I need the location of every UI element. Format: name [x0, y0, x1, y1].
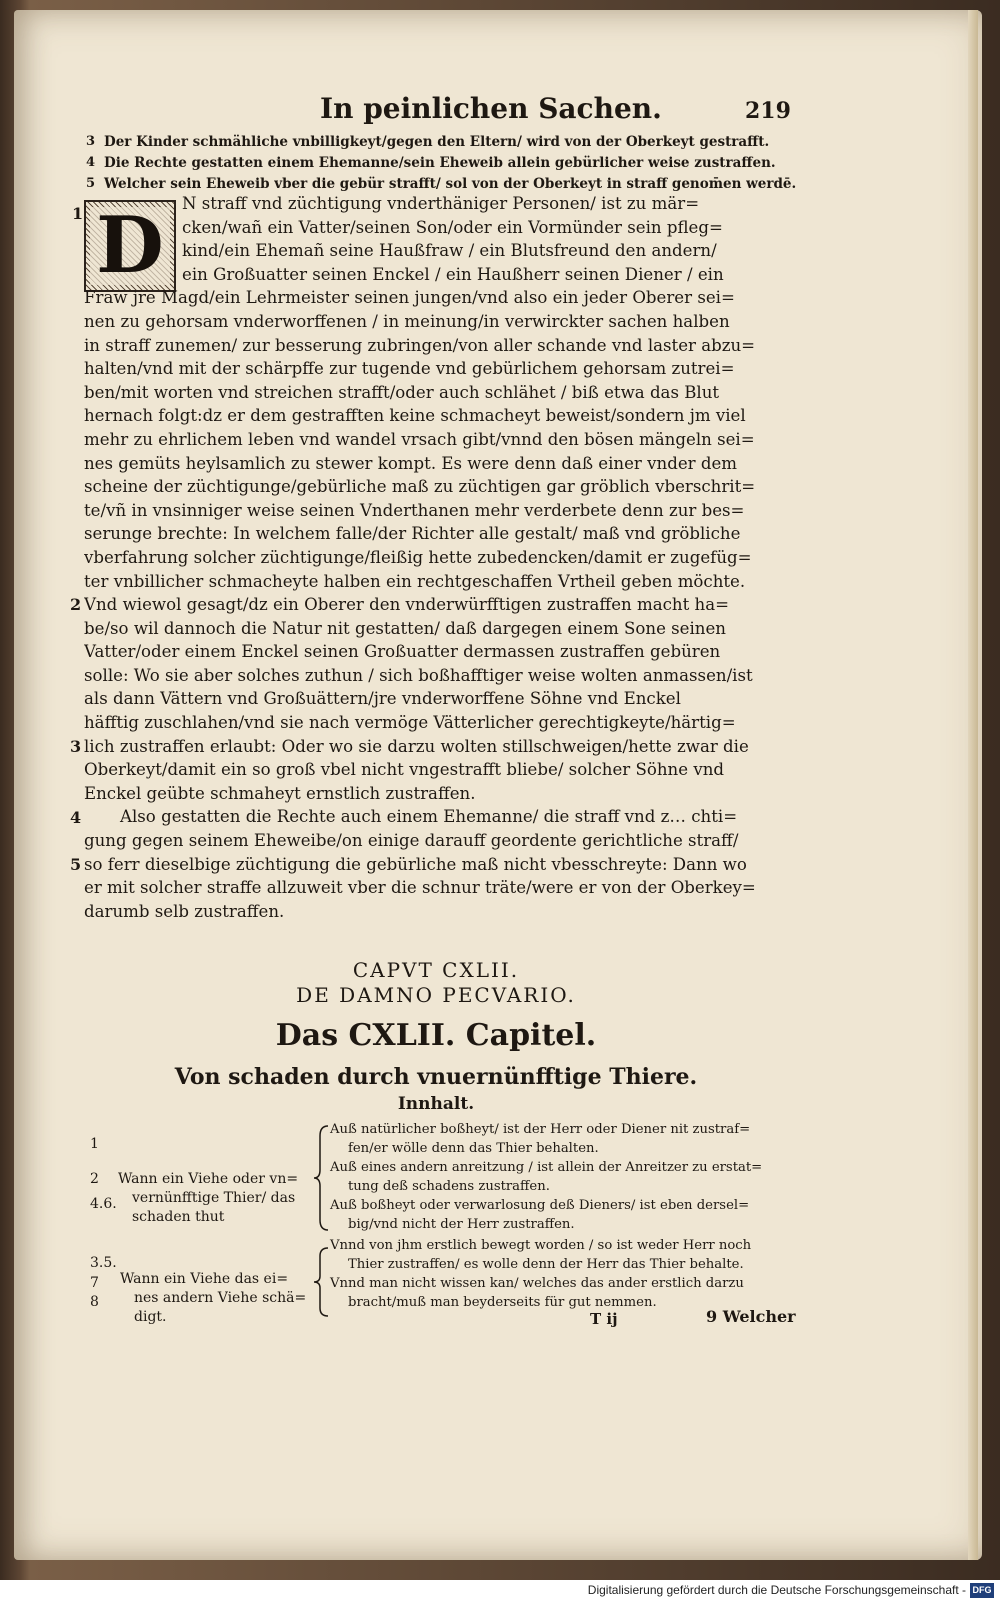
contents-left-text: Wann ein Viehe das ei= nes andern Viehe schä= digt.	[120, 1271, 307, 1325]
body-line: scheine der züchtigunge/gebürliche maß zu züchtigen gar gröblich vberschrit=	[84, 477, 756, 497]
chapter-latin-title: DE DAMNO PECVARIO.	[296, 983, 576, 1007]
chapter-subtitle: Von schaden durch vnuernünfftige Thiere.	[174, 1064, 698, 1090]
body-line: kind/ein Ehemañ seine Haußfraw / ein Blutsfreund den andern/	[182, 241, 717, 261]
contents-number: 3.5.	[90, 1255, 117, 1271]
credit-text: Digitalisierung gefördert durch die Deutsche Forschungsgemeinschaft -	[587, 1583, 966, 1597]
running-title: In peinlichen Sachen.	[320, 92, 662, 125]
contents-right-text: Vnnd von jhm erstlich bewegt worden / so ist weder Herr noch Thier zustraffen/ es wolle denn der Herr das Thier behalte. Vnnd man nicht wissen kan/ welches das ander erstlich darzu bracht/muß man beyderseits für gut nemmen.	[330, 1238, 752, 1310]
body-line: Oberkeyt/damit ein so groß vbel nicht vngestrafft bliebe/ solcher Söhne vnd	[84, 760, 725, 780]
chapter-caput: CAPVT CXLII.	[352, 958, 520, 982]
body-line: be/so wil dannoch die Natur nit gestatten/ daß dargegen einem Sone seinen	[84, 618, 726, 638]
body-line: vberfahrung solcher züchtigunge/fleißig hette zubedencken/damit er zugefüg=	[84, 547, 752, 567]
body-line: so ferr dieselbige züchtigung die gebürliche maß nicht vbesschreyte: Dann wo	[84, 854, 747, 874]
margin-number: 1	[72, 204, 84, 223]
body-line: ter vnbillicher schmacheyte halben ein rechtgeschaffen Vrtheil geben möchte.	[84, 571, 746, 591]
body-line: er mit solcher straffe allzuweit vber die schnur träte/were er von der Oberkey=	[84, 878, 756, 898]
body-line: cken/wañ ein Vatter/seinen Son/oder ein Vormünder sein pfleg=	[182, 217, 723, 237]
contents-right-text: Auß natürlicher boßheyt/ ist der Herr oder Diener nit zustraf= fen/er wölle denn das Thier behalten. Auß eines andern anreitzung / ist allein der Anreitzer zu erstat= tung deß schadens zustraffen. Auß boßheyt oder verwarlosung deß Dieners/ ist eben dersel= big/vnd nicht der Herr zustraffen.	[330, 1122, 763, 1232]
body-line: nen zu gehorsam vnderworffenen / in meinung/in verwirckter sachen halben	[84, 311, 730, 331]
summary-line: Der Kinder schmähliche vnbilligkeyt/gegen den Eltern/ wird von der Oberkeyt gestrafft.	[104, 134, 770, 150]
body-line: te/vñ in vnsinniger weise seinen Vnderthanen mehr verderbete denn zur bes=	[84, 500, 745, 520]
chapter-german-title: Das CXLII. Capitel.	[275, 1018, 597, 1053]
body-text	[84, 192, 788, 923]
body-line: als dann Vättern vnd Großuättern/jre vnderworffene Söhne vnd Enckel	[84, 689, 681, 709]
body-line: hernach folgt:dz er dem gestrafften keine schmacheyt beweist/sondern jm viel	[84, 406, 746, 426]
brace-group1	[312, 1124, 330, 1232]
margin-number: 3	[70, 736, 82, 756]
margin-number: 5	[70, 854, 82, 874]
summary-line: Die Rechte gestatten einem Ehemanne/sein Eheweib allein gebürlicher weise zustraffen.	[104, 155, 776, 171]
body-line: nes gemüts heylsamlich zu stewer kompt. Es were denn daß einer vnder dem	[84, 453, 738, 473]
page-edge	[968, 10, 978, 1560]
body-line: Fraw jre Magd/ein Lehrmeister seinen jungen/vnd also ein jeder Oberer sei=	[84, 288, 735, 308]
summary-number: 3	[86, 134, 96, 149]
credit-bar	[0, 1580, 1000, 1603]
body-line: solle: Wo sie aber solches zuthun / sich boßhafftiger weise wolten anmassen/ist	[84, 665, 753, 685]
body-line: lich zustraffen erlaubt: Oder wo sie darzu wolten stillschweigen/hette zwar die	[84, 736, 749, 756]
contents-heading: Innhalt.	[397, 1094, 475, 1114]
contents-number: 7	[90, 1275, 99, 1291]
contents-number: 8	[90, 1294, 99, 1310]
body-line: gung gegen seinem Eheweibe/on einige darauff geordente gerichtliche straff/	[84, 831, 739, 851]
initial-letter: D	[90, 207, 170, 285]
body-line: häfftig zuschlahen/vnd sie nach vermöge Vätterlicher gerechtigkeyte/härtig=	[84, 713, 736, 733]
body-line: N straff vnd züchtigung vnderthäniger Personen/ ist zu mär=	[182, 194, 700, 213]
body-line: Vatter/oder einem Enckel seinen Großuatter dermassen zustraffen gebüren	[84, 642, 721, 662]
body-line: Enckel geübte schmaheyt ernstlich zustraffen.	[84, 783, 476, 803]
body-line: halten/vnd mit der schärpffe zur tugende vnd gebürlichem gehorsam zutrei=	[84, 359, 735, 379]
summary-number: 4	[86, 155, 96, 170]
body-line: ein Großuatter seinen Enckel / ein Haußherr seinen Diener / ein	[182, 264, 724, 284]
contents-number: 4.6.	[90, 1196, 117, 1212]
body-line: mehr zu ehrlichem leben vnd wandel vrsach gibt/vnnd den bösen mängeln sei=	[84, 429, 755, 449]
body-line: serunge brechte: In welchem falle/der Richter alle gestalt/ maß vnd gröbliche	[84, 524, 741, 544]
summary-number: 5	[86, 176, 96, 191]
page-number: 219	[745, 98, 791, 124]
signature-mark: T ij	[590, 1310, 618, 1328]
dfg-logo: DFG	[970, 1583, 994, 1598]
brace-group2	[312, 1246, 330, 1318]
body-line: Also gestatten die Rechte auch einem Ehemanne/ die straff vnd z… chti=	[120, 807, 738, 827]
contents-left-text: Wann ein Viehe oder vn= vernünfftige Thier/ das schaden thut	[118, 1171, 299, 1225]
margin-number: 4	[70, 807, 82, 827]
margin-number: 2	[70, 595, 82, 615]
body-line: Vnd wiewol gesagt/dz ein Oberer den vnderwürfftigen zustraffen macht ha=	[84, 595, 730, 615]
body-line: in straff zunemen/ zur besserung zubringen/von aller schande vnd laster abzu=	[84, 335, 756, 355]
catchword: 9 Welcher	[706, 1307, 796, 1326]
body-line: darumb selb zustraffen.	[84, 901, 285, 921]
contents-number: 1	[90, 1136, 99, 1152]
contents-number: 2	[90, 1171, 99, 1187]
body-line: ben/mit worten vnd streichen strafft/oder auch schlähet / biß etwa das Blut	[84, 382, 720, 402]
summary-line: Welcher sein Eheweib vber die gebür strafft/ sol von der Oberkeyt in straff genom̄en werdē.	[104, 176, 797, 192]
